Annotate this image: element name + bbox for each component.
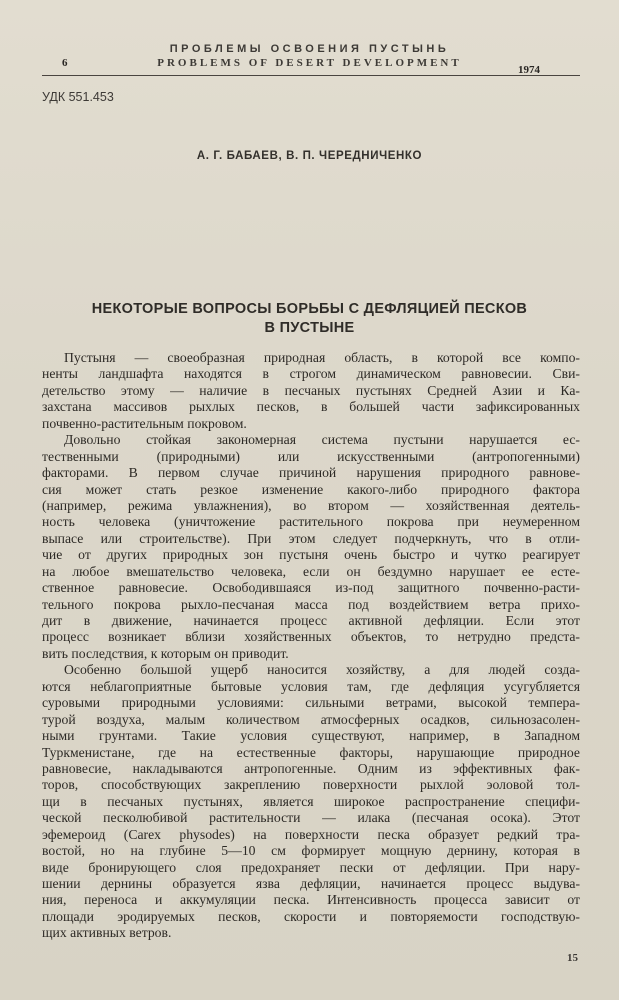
text-line: (например, режима увлажнения), во втором — хозяйственная деятель- (42, 497, 580, 513)
text-line: Туркменистане, где на естественные факторы, нарушающие природное (42, 744, 580, 760)
text-line: площади эродируемых песков, скорости и повторяемости господствую- (42, 908, 580, 924)
article-title-line: В ПУСТЫНЕ (264, 320, 355, 336)
text-line: тельного покрова рыхло-песчаная масса под воздействием ветра прихо- (42, 596, 580, 612)
paragraph (42, 350, 580, 432)
text-line: дит в движение, начинается процесс активной дефляции. Если этот (42, 613, 580, 628)
article-body (42, 350, 580, 942)
text-line: чие от других природных зон пустыня очень быстро и чутко реагирует (42, 547, 580, 563)
text-line: тественными (природными) или искусственными (антропогенными) (42, 448, 580, 464)
journal-title-english: PROBLEMS OF DESERT DEVELOPMENT (157, 57, 462, 69)
text-line: равновесие, накладываются антропогенные. Одним из эффективных фак- (42, 760, 580, 776)
text-line: вить последствия, к которым он приводит. (42, 645, 289, 661)
text-line: ными грунтами. Такие условия существуют, например, в Западном (42, 728, 580, 744)
text-line: щи в песчаных пустынях, является широкое распространение специфи- (42, 793, 580, 809)
journal-title-russian: ПРОБЛЕМЫ ОСВОЕНИЯ ПУСТЫНЬ (169, 43, 450, 55)
text-line: почвенно-растительным покровом. (42, 415, 247, 431)
text-line: виде бронирующего слоя предохраняет пески от дефляции. При нару- (42, 859, 580, 875)
text-line: факторами. В первом случае причиной нарушения природного равнове- (42, 465, 580, 481)
text-line: Особенно большой ущерб наносится хозяйству, а для людей созда- (64, 662, 580, 678)
text-line: суровыми природными условиями: сильными ветрами, высокой темпера- (42, 695, 580, 711)
authors: А. Г. БАБАЕВ, В. П. ЧЕРЕДНИЧЕНКО (196, 150, 423, 162)
text-line: шении дернины образуется язва дефляции, начинается процесс выдува- (42, 876, 580, 891)
udk-code: УДК 551.453 (42, 90, 114, 104)
text-line: детельство этому — наличие в песчаных пустынях Средней Азии и Ка- (42, 382, 580, 398)
text-line: Пустыня — своеобразная природная область, в которой все компо- (64, 350, 580, 365)
text-line: ния, переноса и аккумуляции песка. Интенсивность процесса зависит от (42, 892, 580, 908)
text-line: сия может стать резкое изменение какого-либо природного фактора (42, 481, 580, 497)
running-header (0, 40, 619, 82)
paragraph (42, 662, 580, 941)
text-line: востой, но на глубине 5—10 см формирует мощную дернину, которая в (42, 843, 580, 859)
text-line: ственное равновесие. Освободившаяся из-под защитного почвенно-расти- (42, 580, 580, 596)
footer-page-number: 15 (567, 952, 578, 964)
text-line: процесс возникает вблизи хозяйственных объектов, то нетрудно предста- (42, 629, 580, 645)
text-line: торов, способствующих закреплению поверхности рыхлой эоловой тол- (42, 777, 580, 793)
header-page-number: 6 (62, 57, 68, 69)
text-line: Довольно стойкая закономерная система пустыни нарушается ес- (64, 432, 580, 448)
text-line: захстана массивов рыхлых песков, в большей части зафиксированных (42, 399, 580, 415)
text-line: на любое вмешательство человека, если он бездумно нарушает ее есте- (42, 563, 580, 579)
article-title (40, 300, 579, 338)
text-line: выпасе или строительстве). При этом следует подчеркнуть, что в отли- (42, 530, 580, 546)
header-year: 1974 (518, 64, 540, 76)
text-line: турой воздуха, малым количеством атмосферных осадков, сильнозасолен- (42, 711, 580, 727)
text-line: ются неблагоприятные бытовые условия там, где дефляция усугубляется (42, 678, 580, 694)
header-rule (42, 75, 580, 76)
paragraph (42, 432, 580, 662)
text-line: щих активных ветров. (42, 925, 172, 941)
article-title-line: НЕКОТОРЫЕ ВОПРОСЫ БОРЬБЫ С ДЕФЛЯЦИЕЙ ПЕСКОВ (91, 301, 528, 317)
text-line: ненты ландшафта находятся в строгом динамическом равновесии. Сви- (42, 366, 580, 382)
text-line: эфемероид (Carex physodes) на поверхности песка образует редкий тра- (42, 826, 580, 842)
text-line: ность человека (уничтожение растительного покрова при неумеренном (42, 514, 580, 530)
text-line: ческой песколюбивой растительности — илака (песчаная осока). Этот (42, 810, 580, 826)
